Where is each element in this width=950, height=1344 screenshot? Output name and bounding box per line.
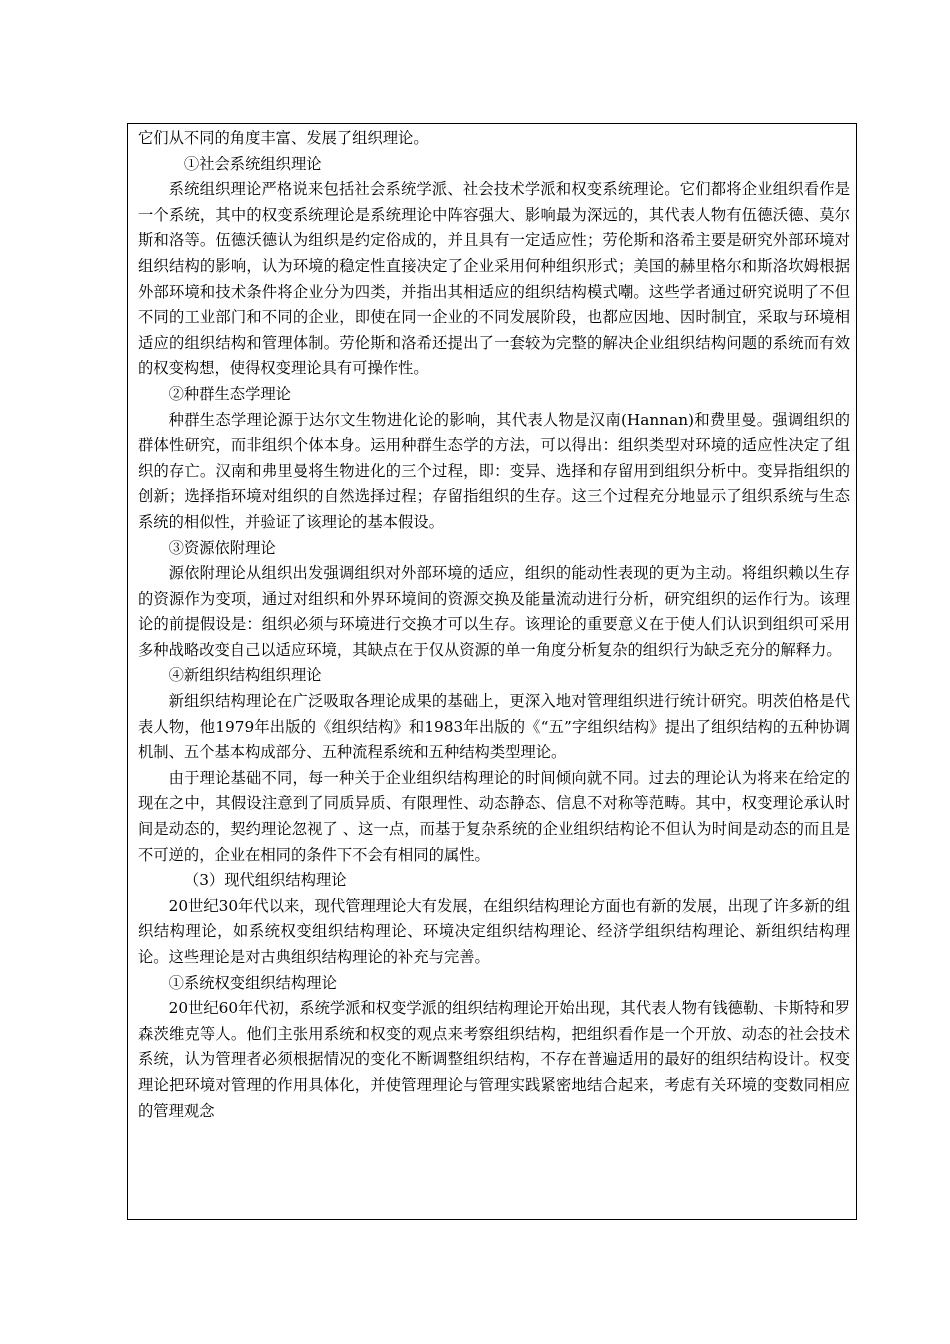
document-table-cell	[127, 123, 857, 1220]
section-heading: ①系统权变组织结构理论	[168, 973, 337, 992]
paragraph: 20世纪60年代初，系统学派和权变学派的组织结构理论开始出现，其代表人物有钱德勒、卡斯特和罗森茨维克等人。他们主张用系统和权变的观点来考察组织结构，把组织看作是一个开放、动态的社会技术系统，认为管理者必须根据情况的变化不断调整组织结构，不存在普遍适用的最好的组织结构设计。权变理论把环境对管理的作用具体化，并使管理理论与管理实践紧密地结合起来，考虑有关环境的变数同相应的管理观念	[138, 999, 850, 1120]
document-body	[138, 126, 850, 1124]
paragraph: 新组织结构理论在广泛吸取各理论成果的基础上，更深入地对管理组织进行统计研究。明茨伯格是代表人物，他1979年出版的《组织结构》和1983年出版的《“五”字组织结构》提出了组织结构的五种协调机制、五个基本构成部分、五种流程系统和五种结构类型理论。	[138, 692, 850, 762]
paragraph: 它们从不同的角度丰富、发展了组织理论。	[138, 129, 429, 147]
paragraph: 种群生态学理论源于达尔文生物进化论的影响，其代表人物是汉南(Hannan)和费里曼。强调组织的群体性研究，而非组织个体本身。运用种群生态学的方法，可以得出：组织类型对环境的适应性决定了组织的存亡。汉南和弗里曼将生物进化的三个过程，即：变异、选择和存留用到组织分析中。变异指组织的创新；选择指环境对组织的自然选择过程；存留指组织的生存。这三个过程充分地显示了组织系统与生态系统的相似性，并验证了该理论的基本假设。	[138, 410, 850, 531]
section-heading: ②种群生态学理论	[168, 384, 291, 403]
section-heading: ①社会系统组织理论	[183, 154, 322, 173]
section-heading: ④新组织结构组织理论	[168, 666, 322, 685]
section-heading: （3）现代组织结构理论	[183, 871, 347, 890]
paragraph: 系统组织理论严格说来包括社会系统学派、社会技术学派和权变系统理论。它们都将企业组织看作是一个系统，其中的权变系统理论是系统理论中阵容强大、影响最为深远的，其代表人物有伍德沃德、莫尔斯和洛等。伍德沃德认为组织是约定俗成的，并且具有一定适应性；劳伦斯和洛希主要是研究外部环境对组织结构的影响，认为环境的稳定性直接决定了企业采用何种组织形式；美国的赫里格尔和斯洛坎姆根据外部环境和技术条件将企业分为四类，并指出其相适应的组织结构模式嘲。这些学者通过研究说明了不但不同的工业部门和不同的企业，即使在同一企业的不同发展阶段，也都应因地、因时制宜，采取与环境相适应的组织结构和管理体制。劳伦斯和洛希还提出了一套较为完整的解决企业组织结构问题的系统而有效的权变构想，使得权变理论具有可操作性。	[138, 180, 850, 378]
section-heading: ③资源依附理论	[168, 538, 276, 557]
paragraph: 源依附理论从组织出发强调组织对外部环境的适应，组织的能动性表现的更为主动。将组织赖以生存的资源作为变项，通过对组织和外界环境间的资源交换及能量流动进行分析，研究组织的运作行为。该理论的前提假设是：组织必须与环境进行交换才可以生存。该理论的重要意义在于使人们认识到组织可采用多种战略改变自己以适应环境，其缺点在于仅从资源的单一角度分析复杂的组织行为缺乏充分的解释力。	[138, 564, 850, 659]
paragraph: 20世纪30年代以来，现代管理理论大有发展，在组织结构理论方面也有新的发展，出现了许多新的组织结构理论，如系统权变组织结构理论、环境决定组织结构理论、经济学组织结构理论、新组织结构理论。这些理论是对古典组织结构理论的补充与完善。	[138, 896, 850, 966]
paragraph: 由于理论基础不同，每一种关于企业组织结构理论的时间倾向就不同。过去的理论认为将来在给定的现在之中，其假设注意到了同质异质、有限理性、动态静态、信息不对称等范畴。其中，权变理论承认时间是动态的，契约理论忽视了 、这一点，而基于复杂系统的企业组织结构论不但认为时间是动态的而且是不可逆的，企业在相同的条件下不会有相同的属性。	[138, 768, 850, 864]
